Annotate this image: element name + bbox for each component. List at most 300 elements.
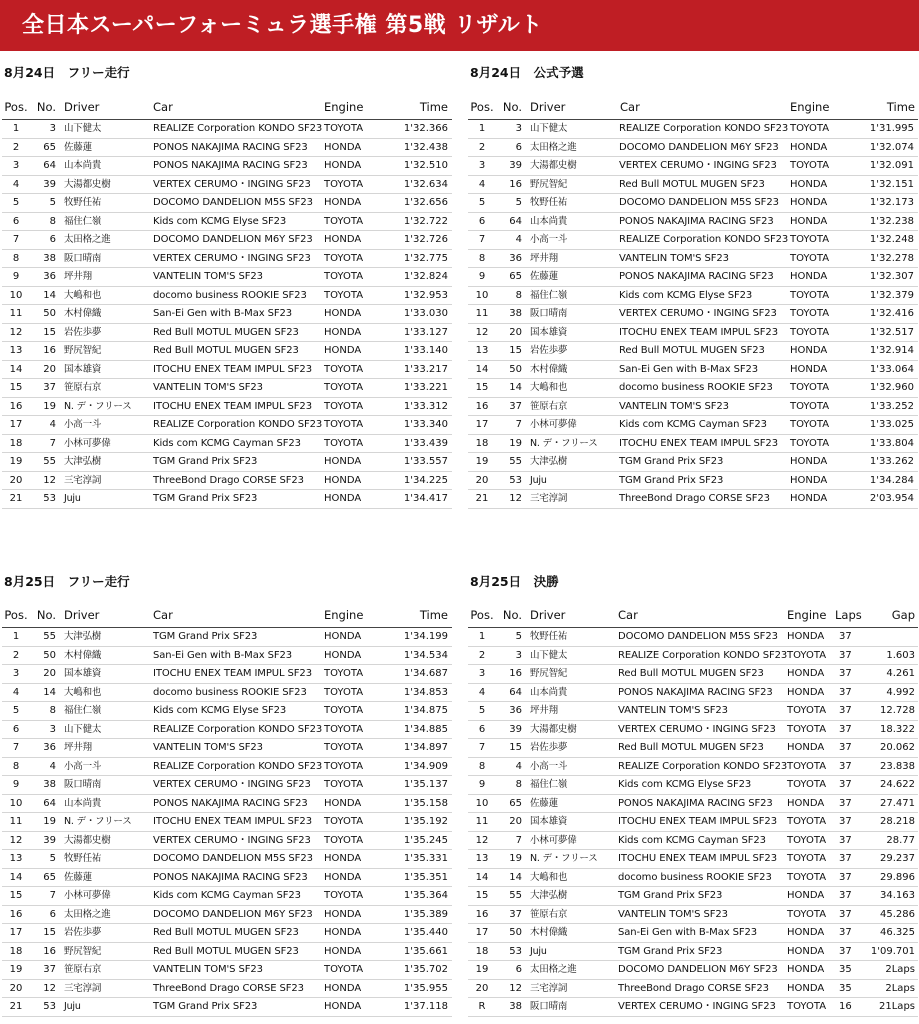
cell-no: 7 [515, 834, 522, 846]
cell-gap: 20.062 [880, 742, 915, 753]
cell-car: REALIZE Corporation KONDO SF23 [618, 760, 788, 772]
cell-no: 38 [43, 252, 56, 264]
cell-no: 5 [515, 631, 522, 642]
cell-engine: TOYOTA [324, 419, 364, 430]
cell-car: San-Ei Gen with B-Max SF23 [153, 308, 293, 319]
cell-engine: TOYOTA [324, 779, 364, 790]
cell-engine: TOYOTA [790, 252, 830, 264]
cell-car: PONOS NAKAJIMA RACING SF23 [153, 141, 308, 153]
cell-laps: 37 [839, 834, 852, 846]
cell-no: 19 [43, 816, 56, 827]
cell-pos: 6 [478, 215, 486, 227]
table-row [468, 998, 918, 1017]
table-row [468, 490, 918, 509]
cell-time: 1'33.140 [403, 345, 448, 356]
header-no: No. [36, 100, 56, 114]
cell-pos: 20 [9, 982, 23, 994]
cell-driver: N. デ・フリース [530, 853, 598, 864]
cell-driver: 笹原右京 [64, 382, 102, 393]
cell-engine: TOYOTA [787, 760, 827, 772]
cell-engine: HONDA [324, 345, 362, 356]
cell-driver: N. デ・フリース [64, 816, 132, 827]
cell-engine: TOYOTA [324, 437, 364, 449]
cell-driver: Juju [64, 1001, 81, 1012]
cell-car: Red Bull MOTUL MUGEN SF23 [618, 668, 764, 679]
cell-engine: TOYOTA [324, 382, 364, 393]
cell-car: PONOS NAKAJIMA RACING SF23 [153, 871, 308, 883]
cell-engine: HONDA [324, 927, 362, 938]
cell-engine: TOYOTA [324, 271, 364, 282]
cell-car: TGM Grand Prix SF23 [618, 945, 723, 957]
cell-no: 14 [43, 686, 56, 698]
cell-pos: 1 [12, 631, 20, 642]
cell-car: San-Ei Gen with B-Max SF23 [153, 649, 293, 661]
table-header [2, 604, 452, 626]
table-body [468, 120, 918, 509]
cell-pos: 15 [475, 382, 489, 393]
cell-driver: 阪口晴南 [64, 252, 102, 264]
table-row [468, 250, 918, 269]
cell-driver: Juju [530, 945, 547, 957]
cell-pos: 2 [478, 649, 486, 661]
cell-pos: 4 [12, 686, 20, 698]
table-row [468, 684, 918, 703]
cell-gap: 27.471 [880, 797, 915, 809]
header-engine: Engine [787, 608, 827, 622]
cell-pos: 5 [12, 197, 20, 208]
table-row [468, 647, 918, 666]
cell-gap: 4.992 [886, 686, 915, 698]
cell-pos: 21 [9, 493, 23, 504]
cell-pos: 11 [9, 308, 23, 319]
table-row [2, 398, 452, 417]
cell-engine: HONDA [790, 474, 828, 486]
cell-engine: TOYOTA [324, 123, 364, 134]
cell-time: 1'34.534 [403, 649, 448, 661]
cell-engine: HONDA [790, 456, 828, 467]
cell-no: 37 [509, 400, 522, 412]
header-no: No. [502, 100, 522, 114]
cell-engine: TOYOTA [787, 908, 827, 920]
cell-car: TGM Grand Prix SF23 [618, 890, 723, 901]
section-title: 8月25日 フリー走行 [4, 574, 130, 589]
cell-no: 8 [515, 779, 522, 790]
page-title-banner: 全日本スーパーフォーミュラ選手権 第5戦 リザルト [0, 0, 919, 51]
cell-car: TGM Grand Prix SF23 [619, 456, 724, 467]
cell-time: 1'32.416 [869, 308, 914, 319]
cell-no: 19 [509, 437, 522, 449]
table-row [2, 416, 452, 435]
cell-no: 65 [43, 871, 56, 883]
table-row [2, 268, 452, 287]
cell-car: San-Ei Gen with B-Max SF23 [618, 927, 758, 938]
cell-pos: 18 [9, 437, 23, 449]
cell-engine: TOYOTA [790, 123, 830, 134]
cell-engine: HONDA [324, 474, 362, 486]
cell-driver: 坪井翔 [64, 742, 92, 753]
cell-car: VERTEX CERUMO・INGING SF23 [618, 1001, 776, 1012]
table-row [468, 795, 918, 814]
cell-car: ITOCHU ENEX TEAM IMPUL SF23 [153, 400, 312, 412]
cell-car: ThreeBond Drago CORSE SF23 [153, 982, 304, 994]
cell-car: PONOS NAKAJIMA RACING SF23 [153, 797, 308, 809]
cell-pos: 16 [475, 908, 489, 920]
cell-driver: 小林可夢偉 [64, 890, 111, 901]
table-row [468, 435, 918, 454]
cell-engine: HONDA [324, 797, 362, 809]
cell-pos: 18 [9, 945, 23, 957]
cell-pos: 13 [9, 853, 23, 864]
cell-engine: HONDA [790, 363, 828, 375]
cell-no: 8 [49, 215, 56, 227]
cell-time: 1'35.137 [403, 779, 448, 790]
cell-car: ITOCHU ENEX TEAM IMPUL SF23 [618, 853, 777, 864]
cell-driver: N. デ・フリース [64, 400, 132, 412]
cell-driver: 牧野任祐 [64, 197, 102, 208]
cell-gap: 18.322 [880, 723, 915, 735]
table-row [2, 887, 452, 906]
cell-no: 6 [49, 234, 56, 245]
cell-gap: 24.622 [880, 779, 915, 790]
cell-engine: TOYOTA [790, 400, 830, 412]
cell-car: Red Bull MOTUL MUGEN SF23 [153, 326, 299, 338]
table-row [2, 684, 452, 703]
cell-driver: 福住仁嶺 [64, 215, 102, 227]
cell-car: San-Ei Gen with B-Max SF23 [619, 363, 759, 375]
table-row [2, 379, 452, 398]
header-engine: Engine [324, 608, 364, 622]
cell-no: 16 [509, 668, 522, 679]
cell-car: Red Bull MOTUL MUGEN SF23 [619, 345, 765, 356]
table-row [2, 647, 452, 666]
cell-car: ThreeBond Drago CORSE SF23 [153, 474, 304, 486]
cell-engine: TOYOTA [324, 964, 364, 975]
cell-car: Kids com KCMG Cayman SF23 [153, 890, 301, 901]
table-row [468, 628, 918, 647]
cell-gap: 1.603 [886, 649, 915, 661]
cell-engine: HONDA [324, 631, 362, 642]
cell-car: TGM Grand Prix SF23 [619, 474, 724, 486]
cell-time: 1'32.151 [869, 178, 914, 190]
header-gap: Gap [891, 608, 915, 622]
cell-engine: HONDA [787, 668, 825, 679]
cell-no: 20 [43, 363, 56, 375]
cell-pos: 18 [475, 945, 489, 957]
cell-car: VERTEX CERUMO・INGING SF23 [619, 308, 777, 319]
cell-car: Kids com KCMG Elyse SF23 [153, 705, 287, 716]
cell-gap: 21Laps [879, 1001, 915, 1012]
cell-time: 1'33.064 [869, 363, 914, 375]
cell-driver: 大津弘樹 [530, 890, 568, 901]
cell-pos: 13 [475, 853, 489, 864]
cell-no: 50 [509, 927, 522, 938]
cell-pos: 19 [9, 964, 23, 975]
table-row [2, 813, 452, 832]
cell-pos: 17 [9, 419, 23, 430]
cell-pos: 12 [475, 326, 489, 338]
table-row [468, 120, 918, 139]
table-row [468, 776, 918, 795]
table-row [468, 665, 918, 684]
cell-no: 20 [43, 668, 56, 679]
cell-engine: TOYOTA [324, 178, 364, 190]
cell-driver: Juju [64, 493, 81, 504]
header-driver: Driver [64, 100, 100, 114]
cell-laps: 37 [839, 649, 852, 661]
cell-driver: 山本尚貴 [530, 215, 568, 227]
cell-laps: 37 [839, 908, 852, 920]
cell-pos: 7 [478, 234, 486, 245]
cell-driver: 大嶋和也 [530, 871, 568, 883]
cell-car: VERTEX CERUMO・INGING SF23 [153, 178, 311, 190]
cell-driver: 小高一斗 [64, 419, 102, 430]
cell-pos: 15 [9, 890, 23, 901]
table-row [2, 739, 452, 758]
table-row [468, 453, 918, 472]
cell-no: 38 [43, 779, 56, 790]
cell-car: Kids com KCMG Elyse SF23 [153, 215, 287, 227]
cell-no: 37 [43, 382, 56, 393]
cell-engine: TOYOTA [324, 363, 364, 375]
cell-no: 36 [509, 705, 522, 716]
cell-driver: 三宅淳詞 [64, 474, 102, 486]
cell-car: VERTEX CERUMO・INGING SF23 [618, 723, 776, 735]
cell-driver: 木村偉織 [64, 649, 102, 661]
cell-laps: 37 [839, 742, 852, 753]
cell-time: 1'35.389 [403, 908, 448, 920]
cell-no: 5 [515, 197, 522, 208]
cell-engine: HONDA [324, 197, 362, 208]
cell-engine: TOYOTA [324, 816, 364, 827]
cell-car: DOCOMO DANDELION M6Y SF23 [618, 964, 778, 975]
cell-car: REALIZE Corporation KONDO SF23 [153, 760, 323, 772]
cell-time: 2'03.954 [869, 493, 914, 504]
cell-car: PONOS NAKAJIMA RACING SF23 [618, 686, 773, 698]
cell-car: DOCOMO DANDELION M5S SF23 [618, 631, 778, 642]
table-row [2, 702, 452, 721]
cell-driver: 坪井翔 [64, 271, 92, 282]
cell-pos: 21 [475, 493, 489, 504]
cell-pos: 16 [9, 400, 23, 412]
cell-laps: 35 [839, 964, 852, 975]
cell-car: REALIZE Corporation KONDO SF23 [619, 234, 789, 245]
table-row [468, 813, 918, 832]
cell-engine: TOYOTA [324, 723, 364, 735]
cell-pos: 17 [9, 927, 23, 938]
cell-no: 15 [509, 742, 522, 753]
cell-car: DOCOMO DANDELION M6Y SF23 [619, 141, 779, 153]
table-row [468, 176, 918, 195]
cell-no: 15 [43, 927, 56, 938]
header-car: Car [153, 608, 173, 622]
cell-driver: 大津弘樹 [64, 631, 102, 642]
cell-engine: TOYOTA [790, 160, 830, 171]
cell-car: REALIZE Corporation KONDO SF23 [153, 723, 323, 735]
cell-car: VERTEX CERUMO・INGING SF23 [153, 252, 311, 264]
table-row [468, 213, 918, 232]
header-pos: Pos. [4, 608, 28, 622]
cell-pos: 5 [478, 197, 486, 208]
table-row [2, 869, 452, 888]
table-row [468, 702, 918, 721]
cell-no: 6 [515, 964, 522, 975]
table-header [2, 96, 452, 118]
cell-no: 38 [509, 308, 522, 319]
cell-pos: 7 [12, 234, 20, 245]
table-row [2, 250, 452, 269]
cell-car: Red Bull MOTUL MUGEN SF23 [153, 345, 299, 356]
cell-time: 1'32.824 [403, 271, 448, 282]
cell-pos: 19 [475, 456, 489, 467]
cell-engine: HONDA [790, 197, 828, 208]
cell-no: 3 [515, 649, 522, 661]
cell-engine: HONDA [324, 908, 362, 920]
cell-car: VERTEX CERUMO・INGING SF23 [619, 160, 777, 171]
cell-engine: HONDA [787, 686, 825, 698]
cell-driver: 福住仁嶺 [64, 705, 102, 716]
cell-time: 1'34.853 [403, 686, 448, 698]
cell-engine: HONDA [790, 141, 828, 153]
table-row [468, 850, 918, 869]
cell-pos: 12 [9, 326, 23, 338]
cell-gap: 45.286 [880, 908, 915, 920]
table-row [468, 869, 918, 888]
cell-pos: 8 [12, 252, 20, 264]
cell-laps: 37 [839, 945, 852, 957]
cell-no: 5 [49, 853, 56, 864]
cell-driver: 大湯都史樹 [530, 160, 577, 171]
table-row [2, 194, 452, 213]
cell-engine: HONDA [324, 982, 362, 994]
header-time: Time [419, 608, 448, 622]
cell-time: 1'32.722 [403, 215, 448, 227]
table-row [2, 231, 452, 250]
cell-driver: 小林可夢偉 [530, 419, 577, 430]
cell-driver: 山下健太 [64, 123, 102, 134]
cell-no: 64 [509, 686, 522, 698]
cell-time: 1'32.173 [869, 197, 914, 208]
cell-engine: HONDA [324, 1001, 362, 1012]
cell-gap: 2Laps [885, 964, 915, 975]
cell-car: REALIZE Corporation KONDO SF23 [153, 123, 323, 134]
cell-pos: 10 [475, 797, 489, 809]
cell-time: 1'34.225 [403, 474, 448, 486]
cell-no: 39 [43, 178, 56, 190]
cell-pos: 1 [12, 123, 20, 134]
cell-engine: HONDA [787, 927, 825, 938]
cell-gap: 28.218 [880, 816, 915, 827]
cell-no: 12 [43, 474, 56, 486]
cell-car: VANTELIN TOM'S SF23 [153, 964, 263, 975]
cell-no: 55 [43, 456, 56, 467]
cell-driver: 小高一斗 [64, 760, 102, 772]
cell-laps: 37 [839, 797, 852, 809]
cell-time: 1'35.158 [403, 797, 448, 809]
cell-pos: 9 [12, 271, 20, 282]
header-driver: Driver [530, 100, 566, 114]
cell-driver: 山下健太 [530, 649, 568, 661]
table-row [2, 758, 452, 777]
section-title: 8月25日 決勝 [470, 574, 559, 589]
cell-engine: TOYOTA [324, 215, 364, 227]
cell-engine: HONDA [324, 160, 362, 171]
cell-engine: TOYOTA [790, 289, 830, 301]
cell-car: VERTEX CERUMO・INGING SF23 [153, 834, 311, 846]
cell-engine: HONDA [790, 345, 828, 356]
cell-driver: 大津弘樹 [530, 456, 568, 467]
cell-no: 19 [43, 400, 56, 412]
cell-driver: 坪井翔 [530, 252, 558, 264]
cell-car: Kids com KCMG Elyse SF23 [619, 289, 753, 301]
cell-time: 1'37.118 [403, 1001, 448, 1012]
cell-no: 55 [509, 456, 522, 467]
cell-car: ITOCHU ENEX TEAM IMPUL SF23 [619, 437, 778, 449]
cell-no: 50 [43, 649, 56, 661]
cell-time: 1'32.775 [403, 252, 448, 264]
cell-driver: 木村偉織 [64, 308, 102, 319]
cell-laps: 37 [839, 927, 852, 938]
cell-no: 39 [509, 160, 522, 171]
cell-pos: 8 [478, 760, 486, 772]
cell-pos: 9 [478, 779, 486, 790]
cell-time: 1'35.702 [403, 964, 448, 975]
cell-driver: 国本雄資 [530, 816, 568, 827]
cell-engine: HONDA [324, 456, 362, 467]
cell-engine: HONDA [787, 890, 825, 901]
cell-driver: 佐藤蓮 [530, 271, 558, 282]
table-row [468, 906, 918, 925]
cell-car: PONOS NAKAJIMA RACING SF23 [153, 160, 308, 171]
table-row [2, 287, 452, 306]
cell-no: 37 [43, 964, 56, 975]
cell-no: 4 [515, 234, 522, 245]
cell-driver: 太田格之進 [64, 234, 111, 245]
cell-car: ITOCHU ENEX TEAM IMPUL SF23 [618, 816, 777, 827]
table-row [2, 120, 452, 139]
header-no: No. [36, 608, 56, 622]
cell-driver: 小林可夢偉 [64, 437, 111, 449]
table-row [468, 268, 918, 287]
cell-driver: 山下健太 [64, 723, 102, 735]
cell-driver: 三宅淳詞 [530, 982, 568, 994]
cell-car: VERTEX CERUMO・INGING SF23 [153, 779, 311, 790]
cell-engine: HONDA [790, 271, 828, 282]
table-row [468, 361, 918, 380]
table-row [2, 305, 452, 324]
cell-car: DOCOMO DANDELION M5S SF23 [153, 853, 313, 864]
cell-engine: HONDA [324, 326, 362, 338]
cell-time: 1'34.897 [403, 742, 448, 753]
cell-no: 36 [43, 271, 56, 282]
cell-no: 15 [43, 326, 56, 338]
table-row [2, 850, 452, 869]
cell-driver: 大湯都史樹 [64, 834, 111, 846]
table-row [468, 887, 918, 906]
cell-driver: 福住仁嶺 [530, 779, 568, 790]
table-row [468, 961, 918, 980]
cell-car: DOCOMO DANDELION M5S SF23 [619, 197, 779, 208]
cell-pos: 4 [478, 686, 486, 698]
table-row [2, 980, 452, 999]
cell-time: 1'35.661 [403, 945, 448, 957]
cell-gap: 34.163 [880, 890, 915, 901]
cell-driver: 小林可夢偉 [530, 834, 577, 846]
table-row [468, 231, 918, 250]
cell-driver: 木村偉織 [530, 927, 568, 938]
cell-engine: TOYOTA [787, 834, 827, 846]
cell-driver: 岩佐歩夢 [530, 345, 568, 356]
cell-pos: 19 [9, 456, 23, 467]
